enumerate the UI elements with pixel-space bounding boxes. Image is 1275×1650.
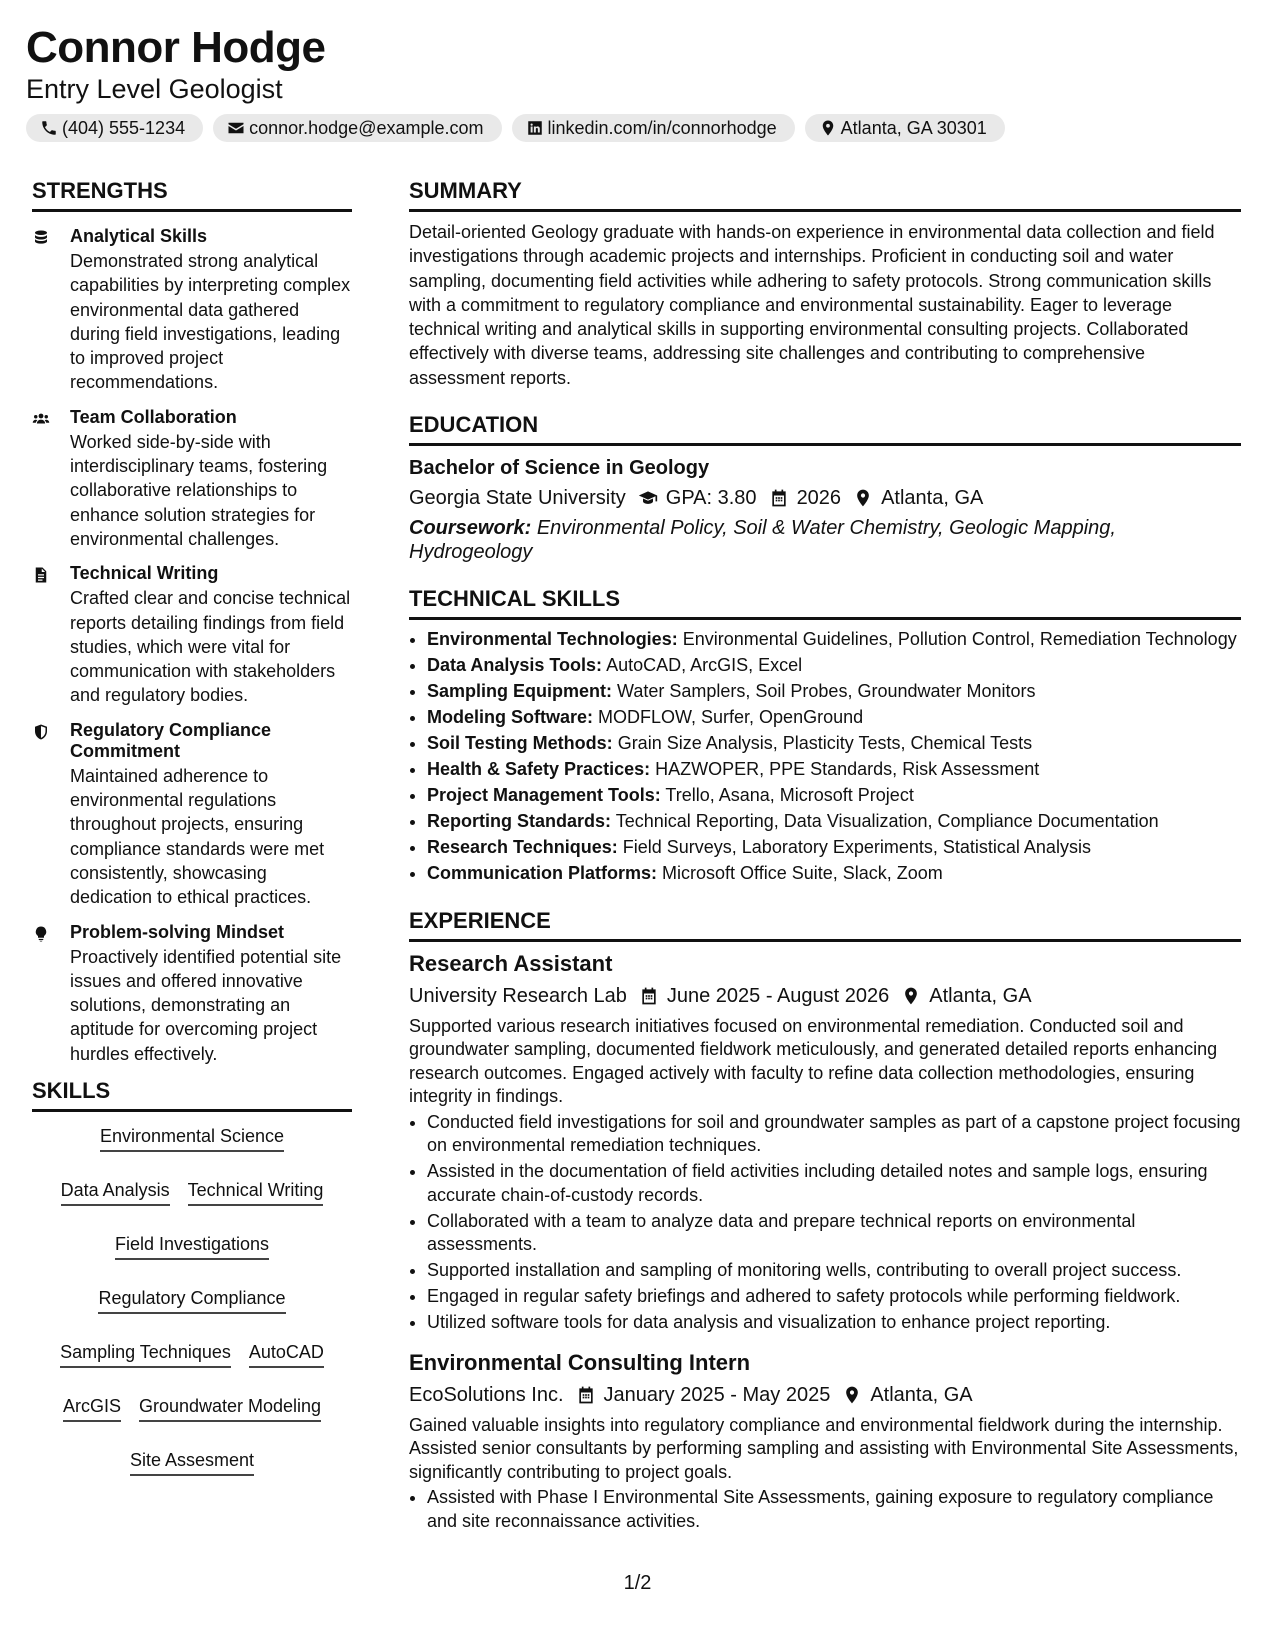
contact-phone[interactable]: [26, 114, 203, 142]
job-location: Atlanta, GA: [929, 984, 1032, 1007]
experience-section: [409, 908, 1241, 1534]
summary-text: Detail-oriented Geology graduate with hands-on experience in environmental data collection and field investigations through academic projects and internships. Proficient in conducting soil and water sampling, documenting field activities while adhering to safety protocols. Strong communication skills with a commitment to regulatory compliance and environmental sustainability. Eager to leverage technical writing and analytical skills in supporting environmental consulting projects. Collaborated effectively with diverse teams, addressing site challenges and contributing to comprehensive assessment reports.: [409, 222, 1215, 388]
contact-phone-text: (404) 555-1234: [62, 117, 186, 138]
strength-title: Analytical Skills: [70, 226, 208, 246]
job-description: Supported various research initiatives focused on environmental remediation. Conducted soil and groundwater sampling, documented fieldwork meticulously, and generated detailed reports enhancing research outcomes. Engaged actively with faculty to refine data collection methodologies, ensuring integrity in findings.: [409, 1015, 1218, 1107]
summary-heading: SUMMARY: [409, 178, 1241, 212]
strength-item: [32, 226, 352, 395]
page-number: 1/2: [623, 1572, 652, 1594]
strength-desc: Maintained adherence to environmental regulations throughout projects, ensuring compliance standards were met consistently, showcasing dedication to ethical practices.: [70, 765, 325, 908]
document-icon: [32, 566, 50, 584]
job-bullets: [409, 1111, 1241, 1335]
calendar-icon: [639, 986, 659, 1006]
job-location: Atlanta, GA: [870, 1383, 973, 1406]
left-column: [32, 178, 352, 1476]
skill-tag: AutoCAD: [249, 1340, 324, 1368]
company-name: EcoSolutions Inc.: [409, 1383, 564, 1406]
strength-desc: Proactively identified potential site issues and offered innovative solutions, demonstrating an aptitude for overcoming project hurdles effectively.: [70, 946, 342, 1064]
skill-tag: ArcGIS: [63, 1394, 121, 1422]
contact-bar: [26, 114, 1005, 142]
skill-tag: Environmental Science: [100, 1124, 284, 1152]
right-column: [409, 178, 1241, 1536]
skill-values: Microsoft Office Suite, Slack, Zoom: [662, 863, 943, 884]
strength-desc: Crafted clear and concise technical reports detailing findings from field studies, which were vital for communication with stakeholders and regulatory bodies.: [70, 588, 351, 706]
job-description: Gained valuable insights into regulatory compliance and environmental fieldwork during the internship. Assisted senior consultants by performing sampling and assisting with Environmental Site Assessments, significantly contributing to project goals.: [409, 1414, 1239, 1482]
list-item: • Conducted field investigations for soil and groundwater samples as part of a capstone project focusing on environmental remediation techniques.: [427, 1111, 1241, 1158]
strength-title: Technical Writing: [70, 563, 219, 584]
list-item: [427, 758, 1241, 782]
strength-title: Team Collaboration: [70, 406, 237, 427]
candidate-role: Entry Level Geologist: [26, 74, 283, 104]
database-icon: [32, 229, 50, 247]
users-icon: [32, 410, 50, 428]
skill-values: Field Surveys, Laboratory Experiments, Statistical Analysis: [622, 837, 1091, 858]
strength-item: [32, 563, 352, 707]
education-location: Atlanta, GA: [881, 487, 984, 510]
skill-category: Project Management Tools:: [427, 785, 661, 806]
contact-linkedin[interactable]: [512, 114, 795, 142]
list-item: [427, 732, 1241, 756]
skill-tag: Regulatory Compliance: [98, 1286, 285, 1314]
list-item: [427, 836, 1241, 860]
skill-values: Water Samplers, Soil Probes, Groundwater Monitors: [617, 681, 1036, 702]
linkedin-icon: [526, 119, 544, 137]
education-meta: [409, 485, 1241, 511]
skill-values: Technical Reporting, Data Visualization, Compliance Documentation: [615, 811, 1159, 832]
job-dates: January 2025 - May 2025: [603, 1383, 831, 1406]
list-item: • Collaborated with a team to analyze data and prepare technical reports on environmental assessments.: [427, 1210, 1241, 1257]
map-pin-icon: [853, 488, 873, 508]
strength-item: [32, 407, 352, 551]
candidate-name: Connor Hodge: [26, 23, 326, 72]
skill-tag: Sampling Techniques: [60, 1340, 231, 1368]
job-title: Research Assistant: [409, 950, 613, 976]
skill-category: Modeling Software:: [427, 707, 593, 728]
strength-item: [32, 922, 352, 1066]
degree: Bachelor of Science in Geology: [409, 457, 710, 480]
skill-tag: Field Investigations: [115, 1232, 269, 1260]
gpa: GPA: 3.80: [665, 487, 757, 510]
job-entry: [409, 950, 1241, 1335]
calendar-icon: [769, 488, 789, 508]
list-item: • Assisted in the documentation of field activities including detailed notes and sample logs, ensuring accurate chain-of-custody records.: [427, 1160, 1241, 1207]
list-item: [427, 706, 1241, 730]
strength-desc: Demonstrated strong analytical capabilities by interpreting complex environmental data gathered during field investigations, leading to improved project recommendations.: [70, 251, 351, 393]
graduation-cap-icon: [638, 488, 658, 508]
job-entry: [409, 1349, 1241, 1534]
map-pin-icon: [842, 1385, 862, 1405]
contact-location: [805, 114, 1005, 142]
skills-heading: SKILLS: [32, 1078, 352, 1112]
list-item: [427, 680, 1241, 704]
company-name: University Research Lab: [409, 984, 627, 1007]
coursework-list: Environmental Policy, Soil & Water Chemistry, Geologic Mapping, Hydrogeology: [409, 517, 1116, 564]
job-bullets: [409, 1486, 1241, 1533]
shield-icon: [32, 723, 50, 741]
skill-tag: Technical Writing: [188, 1178, 324, 1206]
skill-values: HAZWOPER, PPE Standards, Risk Assessment: [655, 759, 1040, 780]
skill-category: Reporting Standards:: [427, 811, 612, 832]
skill-values: Grain Size Analysis, Plasticity Tests, Chemical Tests: [617, 733, 1033, 754]
job-title: Environmental Consulting Intern: [409, 1349, 751, 1375]
skill-category: Sampling Equipment:: [427, 681, 613, 702]
skill-category: Health & Safety Practices:: [427, 759, 651, 780]
skill-values: Environmental Guidelines, Pollution Control, Remediation Technology: [682, 629, 1237, 650]
skill-values: AutoCAD, ArcGIS, Excel: [606, 655, 803, 676]
skill-tag: Site Assesment: [130, 1448, 254, 1476]
contact-email-text: connor.hodge@example.com: [249, 117, 484, 138]
skill-tag: Groundwater Modeling: [139, 1394, 321, 1422]
technical-skills-section: [409, 586, 1241, 886]
job-meta: [409, 1382, 1241, 1408]
strengths-heading: STRENGTHS: [32, 178, 352, 212]
graduation-year: 2026: [796, 487, 842, 510]
technical-skills-list: [409, 628, 1241, 886]
list-item: • Assisted with Phase I Environmental Site Assessments, gaining exposure to regulatory compliance and site reconnaissance activities.: [427, 1486, 1241, 1533]
list-item: • Utilized software tools for data analysis and visualization to enhance project reporting.: [427, 1311, 1241, 1335]
education-section: [409, 412, 1241, 564]
envelope-icon: [227, 119, 245, 137]
strength-title: Problem-solving Mindset: [70, 921, 285, 942]
contact-location-text: Atlanta, GA 30301: [840, 117, 987, 138]
contact-linkedin-text: linkedin.com/in/connorhodge: [547, 117, 777, 138]
experience-heading: EXPERIENCE: [409, 908, 1241, 942]
strengths-list: [32, 226, 352, 1066]
map-pin-icon: [819, 119, 837, 137]
skill-category: Communication Platforms:: [427, 863, 658, 884]
coursework: [409, 516, 1241, 564]
strength-title: Regulatory Compliance Commitment: [70, 719, 272, 761]
skill-values: Trello, Asana, Microsoft Project: [665, 785, 914, 806]
lightbulb-icon: [32, 925, 50, 943]
job-dates: June 2025 - August 2026: [666, 984, 890, 1007]
skills-tags: [32, 1124, 352, 1476]
school-name: Georgia State University: [409, 487, 626, 510]
skill-values: MODFLOW, Surfer, OpenGround: [598, 707, 864, 728]
list-item: [427, 784, 1241, 808]
job-meta: [409, 983, 1241, 1009]
list-item: • Supported installation and sampling of monitoring wells, contributing to overall project success.: [427, 1259, 1241, 1283]
skill-category: Data Analysis Tools:: [427, 655, 603, 676]
list-item: [427, 810, 1241, 834]
contact-email[interactable]: [213, 114, 501, 142]
skill-category: Environmental Technologies:: [427, 629, 678, 650]
coursework-label: Coursework:: [409, 517, 532, 540]
technical-skills-heading: TECHNICAL SKILLS: [409, 586, 1241, 620]
education-heading: EDUCATION: [409, 412, 1241, 446]
list-item: • Engaged in regular safety briefings and adhered to safety protocols while performing fieldwork.: [427, 1285, 1241, 1309]
skill-category: Research Techniques:: [427, 837, 618, 858]
skill-category: Soil Testing Methods:: [427, 733, 613, 754]
skill-tag: Data Analysis: [61, 1178, 170, 1206]
list-item: [427, 862, 1241, 886]
strength-desc: Worked side-by-side with interdisciplinary teams, fostering collaborative relationships to enhance solution strategies for environmental challenges.: [70, 431, 328, 549]
list-item: [427, 654, 1241, 678]
map-pin-icon: [901, 986, 921, 1006]
phone-icon: [40, 119, 58, 137]
list-item: [427, 628, 1241, 652]
strength-item: [32, 720, 352, 910]
calendar-icon: [576, 1385, 596, 1405]
